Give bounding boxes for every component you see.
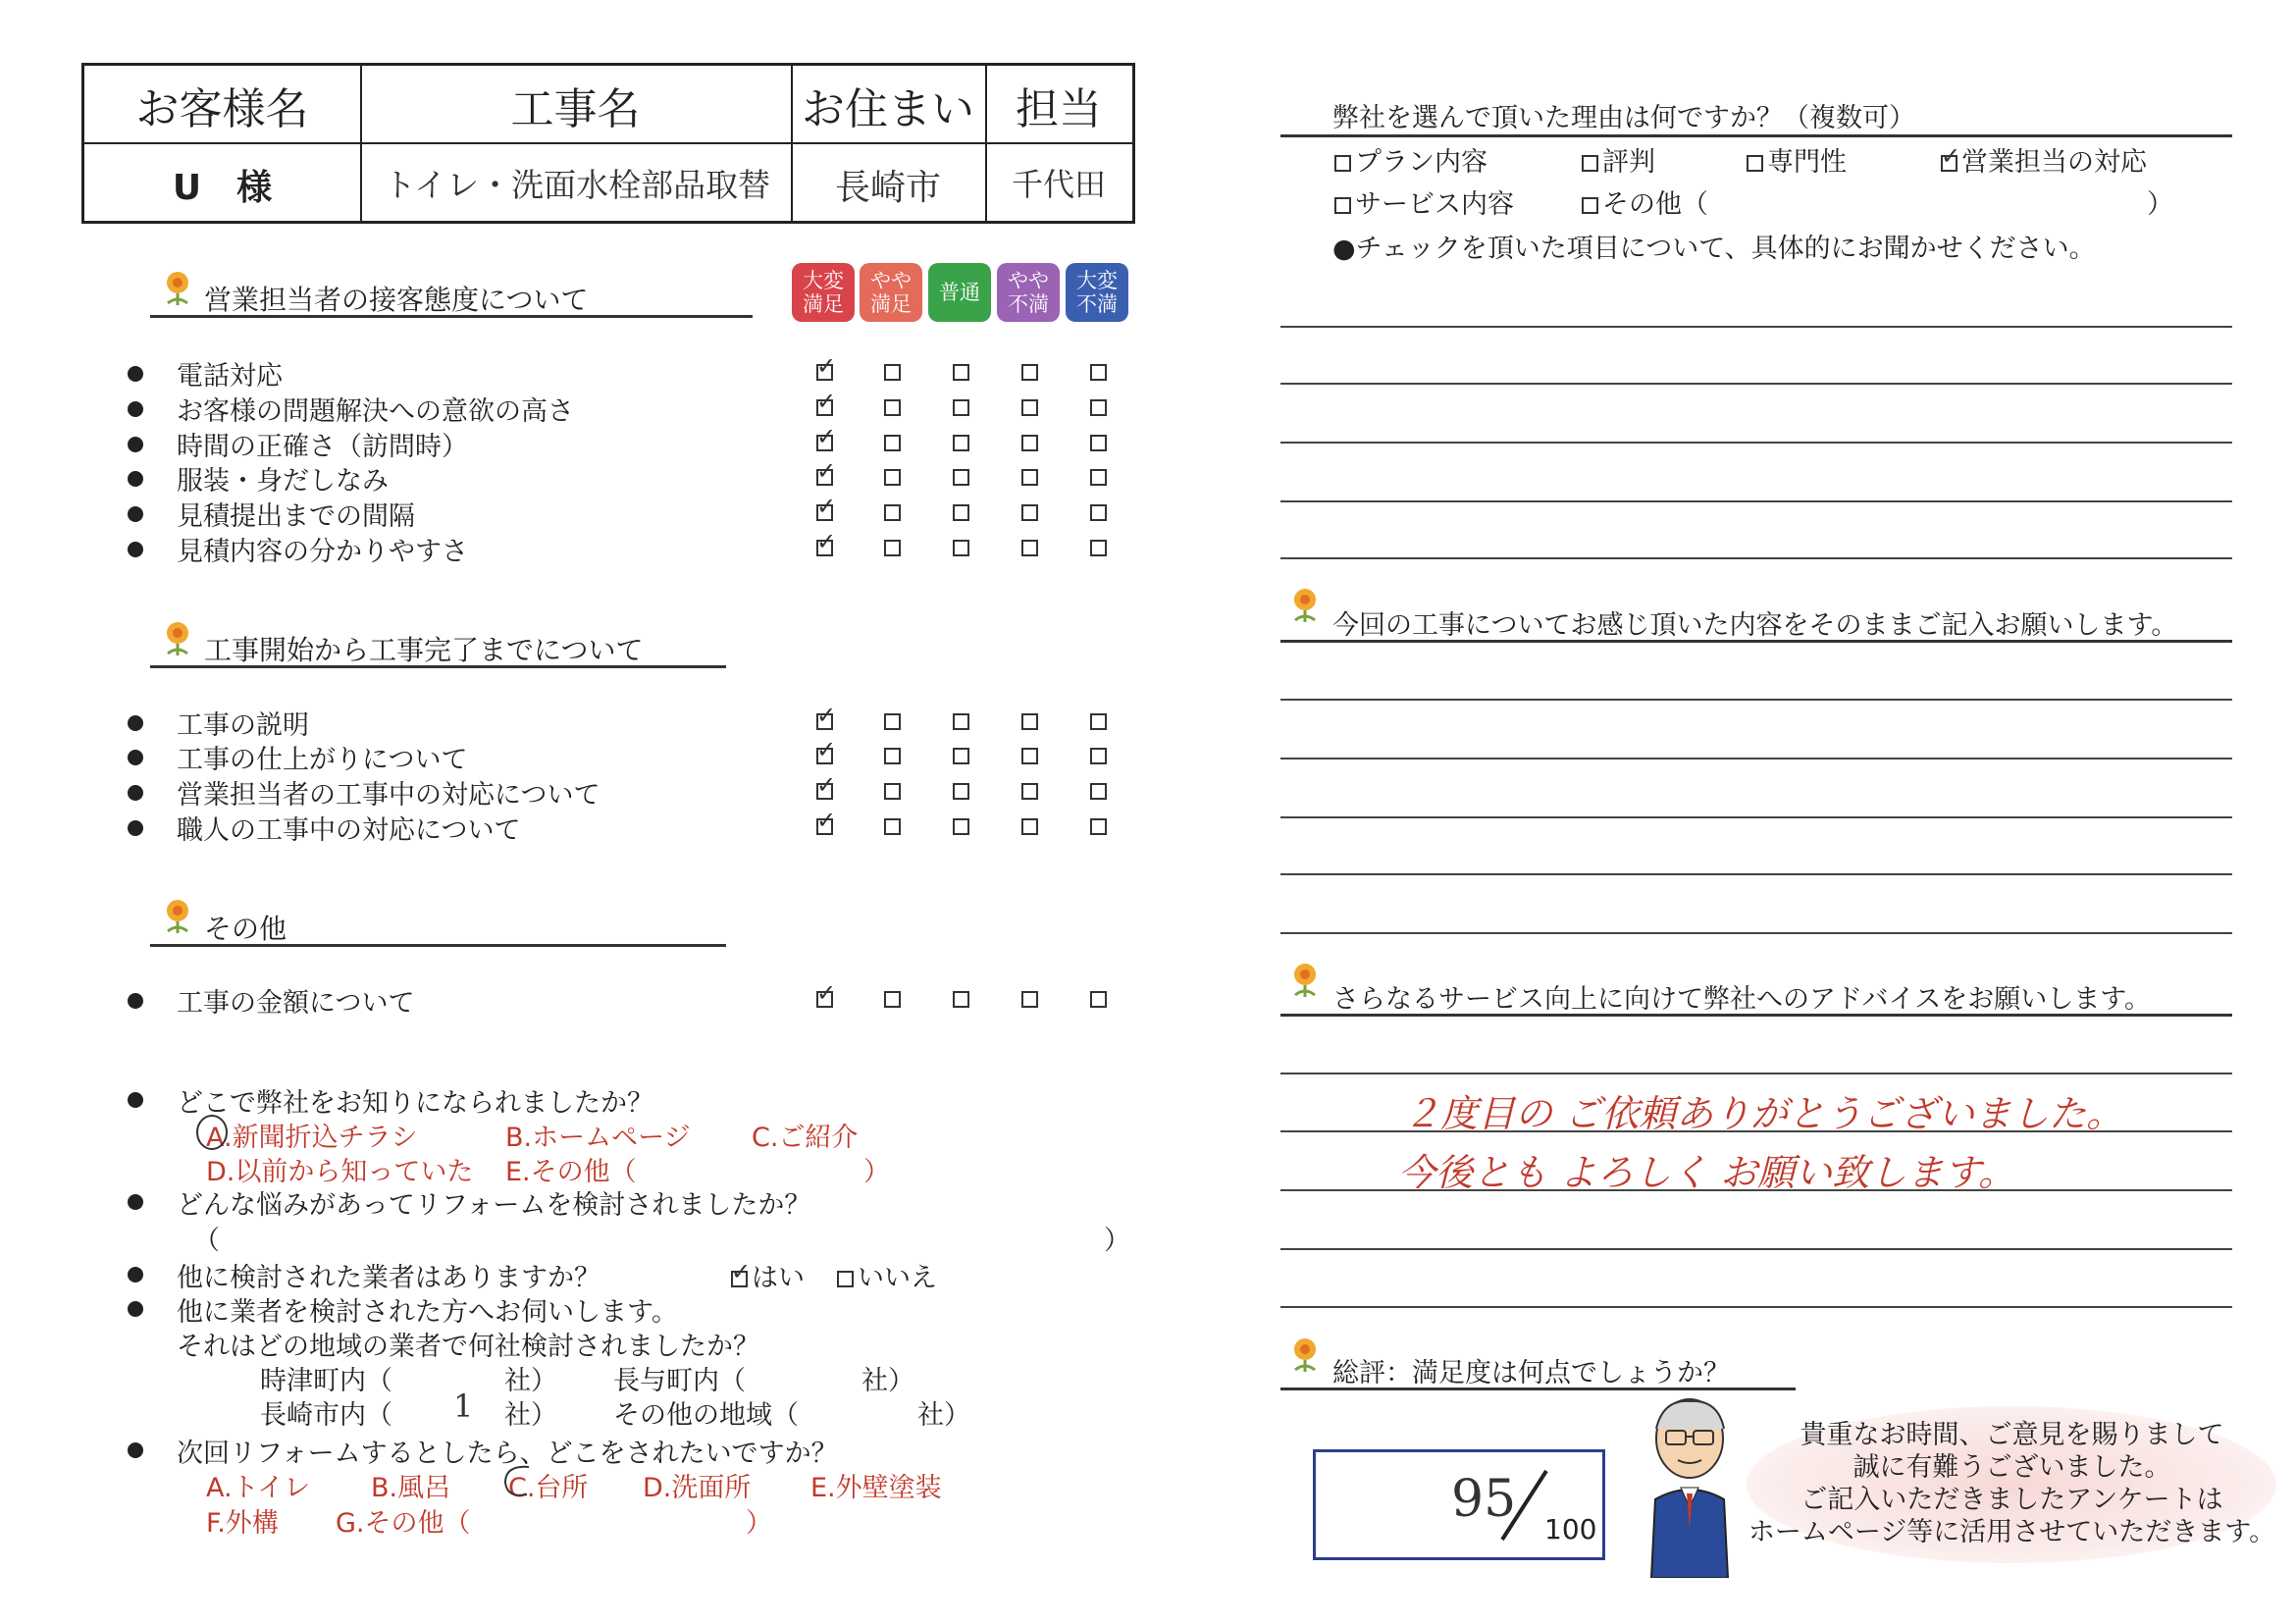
rating-checkbox[interactable]: [1090, 991, 1107, 1008]
rating-checkbox[interactable]: [884, 399, 901, 416]
reform-option-exterior-paint[interactable]: E.外壁塗装: [810, 1473, 942, 1503]
option-a-flyer[interactable]: A.新聞折込チラシ: [206, 1123, 418, 1153]
rating-checkbox[interactable]: [884, 435, 901, 451]
rating-checkbox[interactable]: [1021, 713, 1038, 730]
impression-title: 今回の工事についてお感じ頂いた内容をそのままご記入お願いします。: [1332, 610, 2178, 641]
rating-checkbox[interactable]: [1021, 399, 1038, 416]
customer-name-header: お客様名: [135, 84, 309, 134]
rating-checkbox[interactable]: [1090, 504, 1107, 521]
reform-option-washroom[interactable]: D.洗面所: [643, 1473, 752, 1503]
rating-header-1: やや満足: [860, 263, 922, 322]
rating-checkbox[interactable]: [816, 783, 833, 800]
rating-checkbox[interactable]: [1021, 991, 1038, 1008]
region-nagayo: 長与町内（: [613, 1366, 746, 1396]
score-value: 95: [1451, 1470, 1517, 1529]
rating-checkbox[interactable]: [816, 435, 833, 451]
rating-checkbox[interactable]: [884, 991, 901, 1008]
concern-close-paren: ）: [1104, 1226, 1130, 1256]
project-name-header: 工事名: [510, 84, 641, 134]
bullet: [128, 750, 143, 765]
flower-icon: [161, 270, 194, 307]
rating-checkbox[interactable]: [816, 364, 833, 381]
rating-checkbox[interactable]: [953, 713, 969, 730]
rating-checkbox[interactable]: [884, 504, 901, 521]
reason-service[interactable]: サービス内容: [1334, 183, 1514, 221]
rating-checkbox[interactable]: [1090, 713, 1107, 730]
reform-option-toilet[interactable]: A.トイレ: [206, 1473, 311, 1503]
score-slash: [1492, 1466, 1551, 1544]
residence-header: お住まい: [802, 84, 974, 134]
rating-checkbox[interactable]: [1021, 364, 1038, 381]
bullet: [128, 437, 143, 452]
rating-checkbox[interactable]: [884, 469, 901, 486]
rating-checkbox[interactable]: [1090, 818, 1107, 835]
rating-item-label: 見積内容の分かりやすさ: [177, 537, 468, 567]
rating-item-label: 見積提出までの間隔: [177, 501, 415, 532]
rating-checkbox[interactable]: [1090, 469, 1107, 486]
score-box[interactable]: [1313, 1449, 1605, 1560]
rating-checkbox[interactable]: [884, 783, 901, 800]
rating-item-label: お客様の問題解決への意欲の高さ: [177, 396, 574, 427]
staff-header: 担当: [1016, 84, 1102, 134]
option-e-close: ）: [863, 1157, 890, 1187]
bullet: [128, 366, 143, 382]
reform-option-other[interactable]: G.その他（: [336, 1508, 471, 1539]
bullet: [128, 506, 143, 522]
reform-option-bath[interactable]: B.風呂: [371, 1473, 451, 1503]
bullet: [128, 820, 143, 836]
reason-expertise[interactable]: 専門性: [1747, 140, 1847, 179]
rating-checkbox[interactable]: [953, 991, 969, 1008]
rating-checkbox[interactable]: [884, 540, 901, 556]
section-title-other: その他: [204, 913, 287, 945]
rating-checkbox[interactable]: [884, 748, 901, 764]
reason-expertise-checkbox[interactable]: [1747, 155, 1763, 172]
rating-item-label: 工事の金額について: [177, 988, 415, 1019]
rating-checkbox[interactable]: [953, 364, 969, 381]
question-regions-detail: それはどの地域の業者で何社検討されましたか？: [177, 1332, 759, 1362]
rating-checkbox[interactable]: [1090, 399, 1107, 416]
rating-checkbox[interactable]: [953, 818, 969, 835]
reason-plan-checkbox[interactable]: [1334, 155, 1351, 172]
option-b-homepage[interactable]: B.ホームページ: [505, 1123, 691, 1153]
rating-checkbox[interactable]: [953, 748, 969, 764]
flower-icon: [161, 620, 194, 657]
rating-checkbox[interactable]: [816, 991, 833, 1008]
reason-sales-staff[interactable]: ✓ 営業担当の対応: [1941, 140, 2147, 179]
rating-checkbox[interactable]: [816, 748, 833, 764]
rating-checkbox[interactable]: [816, 504, 833, 521]
region-other-suffix: 社）: [917, 1400, 970, 1431]
selection-circle-icon: [499, 1461, 539, 1500]
rating-checkbox[interactable]: [1021, 540, 1038, 556]
vendors-yes-checkbox[interactable]: [731, 1271, 748, 1287]
flower-icon: [1288, 587, 1322, 624]
customer-name-value: U 様: [172, 168, 273, 208]
flower-icon: [161, 898, 194, 935]
reform-option-other-close: ）: [746, 1508, 772, 1539]
project-name-value: トイレ・洗面水栓部品取替: [383, 166, 771, 204]
reform-option-kitchen[interactable]: C.台所: [508, 1473, 589, 1503]
rating-checkbox[interactable]: [1021, 748, 1038, 764]
region-other: その他の地域（: [613, 1400, 799, 1431]
staff-mascot-illustration: [1634, 1391, 1747, 1578]
customer-info-table: [81, 63, 1135, 224]
thanks-message: 貴重なお時間、ご意見を賜りまして 誠に有難うございました。 ご記入いただきましたアンケートは ホームページ等に活用させていただきます。: [1748, 1420, 2276, 1547]
section-title-construction: 工事開始から工事完了までについて: [204, 634, 644, 666]
vendors-no-checkbox[interactable]: [837, 1271, 854, 1287]
selection-circle-icon: [194, 1113, 230, 1152]
rating-header-2: 普通: [928, 263, 991, 322]
bullet: [128, 542, 143, 557]
rating-header-4: 大変不満: [1066, 263, 1128, 322]
rating-checkbox[interactable]: [953, 399, 969, 416]
rating-checkbox[interactable]: [953, 469, 969, 486]
reason-other-checkbox[interactable]: [1582, 197, 1598, 214]
vendors-yes-option[interactable]: ✓ はい: [731, 1256, 805, 1294]
reason-sales-staff-checkbox[interactable]: [1941, 155, 1957, 172]
rating-checkbox[interactable]: [1021, 818, 1038, 835]
bullet: [128, 715, 143, 731]
rating-checkbox[interactable]: [1090, 783, 1107, 800]
advice-title: さらなるサービス向上に向けて弊社へのアドバイスをお願いします。: [1332, 984, 2152, 1015]
score-title: 総評：満足度は何点でしょうか？: [1332, 1358, 1730, 1388]
option-d-known-before[interactable]: D.以前から知っていた: [206, 1157, 474, 1187]
reason-other[interactable]: その他（: [1582, 183, 1708, 221]
flower-icon: [1288, 1336, 1322, 1374]
region-nagasaki: 長崎市内（: [260, 1400, 392, 1431]
rating-checkbox[interactable]: [1090, 364, 1107, 381]
reason-reputation[interactable]: 評判: [1582, 140, 1655, 179]
region-nagasaki-count: 1: [453, 1387, 474, 1425]
rating-checkbox[interactable]: [816, 399, 833, 416]
rating-checkbox[interactable]: [816, 818, 833, 835]
question-regions: 他に業者を検討された方へお伺いします。: [177, 1297, 678, 1328]
section-title-sales: 営業担当者の接客態度について: [204, 284, 589, 316]
rating-checkbox[interactable]: [884, 364, 901, 381]
flower-icon: [1288, 962, 1322, 999]
option-e-other[interactable]: E.その他（: [505, 1157, 637, 1187]
rating-checkbox[interactable]: [1090, 435, 1107, 451]
rating-item-label: 営業担当者の工事中の対応について: [177, 780, 600, 811]
rating-checkbox[interactable]: [816, 713, 833, 730]
rating-checkbox[interactable]: [884, 713, 901, 730]
vendors-no-option[interactable]: いいえ: [837, 1256, 937, 1294]
reason-other-close: ）: [2147, 189, 2173, 220]
rating-checkbox[interactable]: [1090, 748, 1107, 764]
bullet: [128, 401, 143, 417]
question-how-known: どこで弊社をお知りになられましたか？: [177, 1088, 653, 1119]
rating-checkbox[interactable]: [1021, 435, 1038, 451]
rating-item-label: 服装・身だしなみ: [177, 466, 389, 497]
rating-header-0: 大変満足: [792, 263, 855, 322]
option-c-referral[interactable]: C.ご紹介: [752, 1123, 859, 1153]
reason-reputation-checkbox[interactable]: [1582, 155, 1598, 172]
residence-value: 長崎市: [834, 168, 941, 208]
rating-checkbox[interactable]: [1021, 504, 1038, 521]
reason-service-checkbox[interactable]: [1334, 197, 1351, 214]
rating-checkbox[interactable]: [1090, 540, 1107, 556]
rating-checkbox[interactable]: [953, 540, 969, 556]
rating-header-3: やや不満: [997, 263, 1060, 322]
rating-checkbox[interactable]: [816, 469, 833, 486]
rating-checkbox[interactable]: [953, 435, 969, 451]
detail-prompt: ●チェックを頂いた項目について、具体的にお聞かせください。: [1332, 234, 2096, 264]
score-max: 100: [1544, 1513, 1597, 1545]
rating-checkbox[interactable]: [953, 783, 969, 800]
rating-item-label: 職人の工事中の対応について: [177, 815, 521, 846]
advice-handwritten-line1: ２度目の ご依頼ありがとうございました。: [1403, 1092, 2124, 1135]
rating-checkbox[interactable]: [953, 504, 969, 521]
rating-item-label: 工事の説明: [177, 710, 309, 741]
bullet: [128, 785, 143, 801]
region-nagayo-suffix: 社）: [861, 1366, 914, 1396]
reason-title: 弊社を選んで頂いた理由は何ですか？（複数可）: [1332, 103, 1915, 133]
question-next-reform: 次回リフォームするとしたら、どこをされたいですか？: [177, 1439, 838, 1469]
rating-checkbox[interactable]: [1021, 469, 1038, 486]
rating-item-label: 時間の正確さ（訪問時）: [177, 432, 468, 462]
rating-item-label: 工事の仕上がりについて: [177, 745, 468, 775]
question-concern: どんな悩みがあってリフォームを検討されましたか？: [177, 1190, 811, 1221]
region-nagasaki-suffix: 社）: [504, 1400, 557, 1431]
rating-checkbox[interactable]: [1021, 783, 1038, 800]
bullet: [128, 993, 143, 1009]
bullet: [128, 471, 143, 487]
region-tokitsu: 時津町内（: [260, 1366, 392, 1396]
rating-checkbox[interactable]: [816, 540, 833, 556]
question-other-vendors: 他に検討された業者はありますか？: [177, 1263, 600, 1293]
reform-option-exterior[interactable]: F.外構: [206, 1508, 279, 1539]
rating-checkbox[interactable]: [884, 818, 901, 835]
staff-value: 千代田: [1011, 166, 1106, 203]
region-tokitsu-suffix: 社）: [504, 1366, 557, 1396]
rating-item-label: 電話対応: [177, 361, 283, 392]
advice-handwritten-line2: 今後とも よろしく お願い致します。: [1398, 1151, 2016, 1194]
reason-plan[interactable]: プラン内容: [1334, 140, 1487, 179]
concern-open-paren: （: [193, 1226, 220, 1256]
